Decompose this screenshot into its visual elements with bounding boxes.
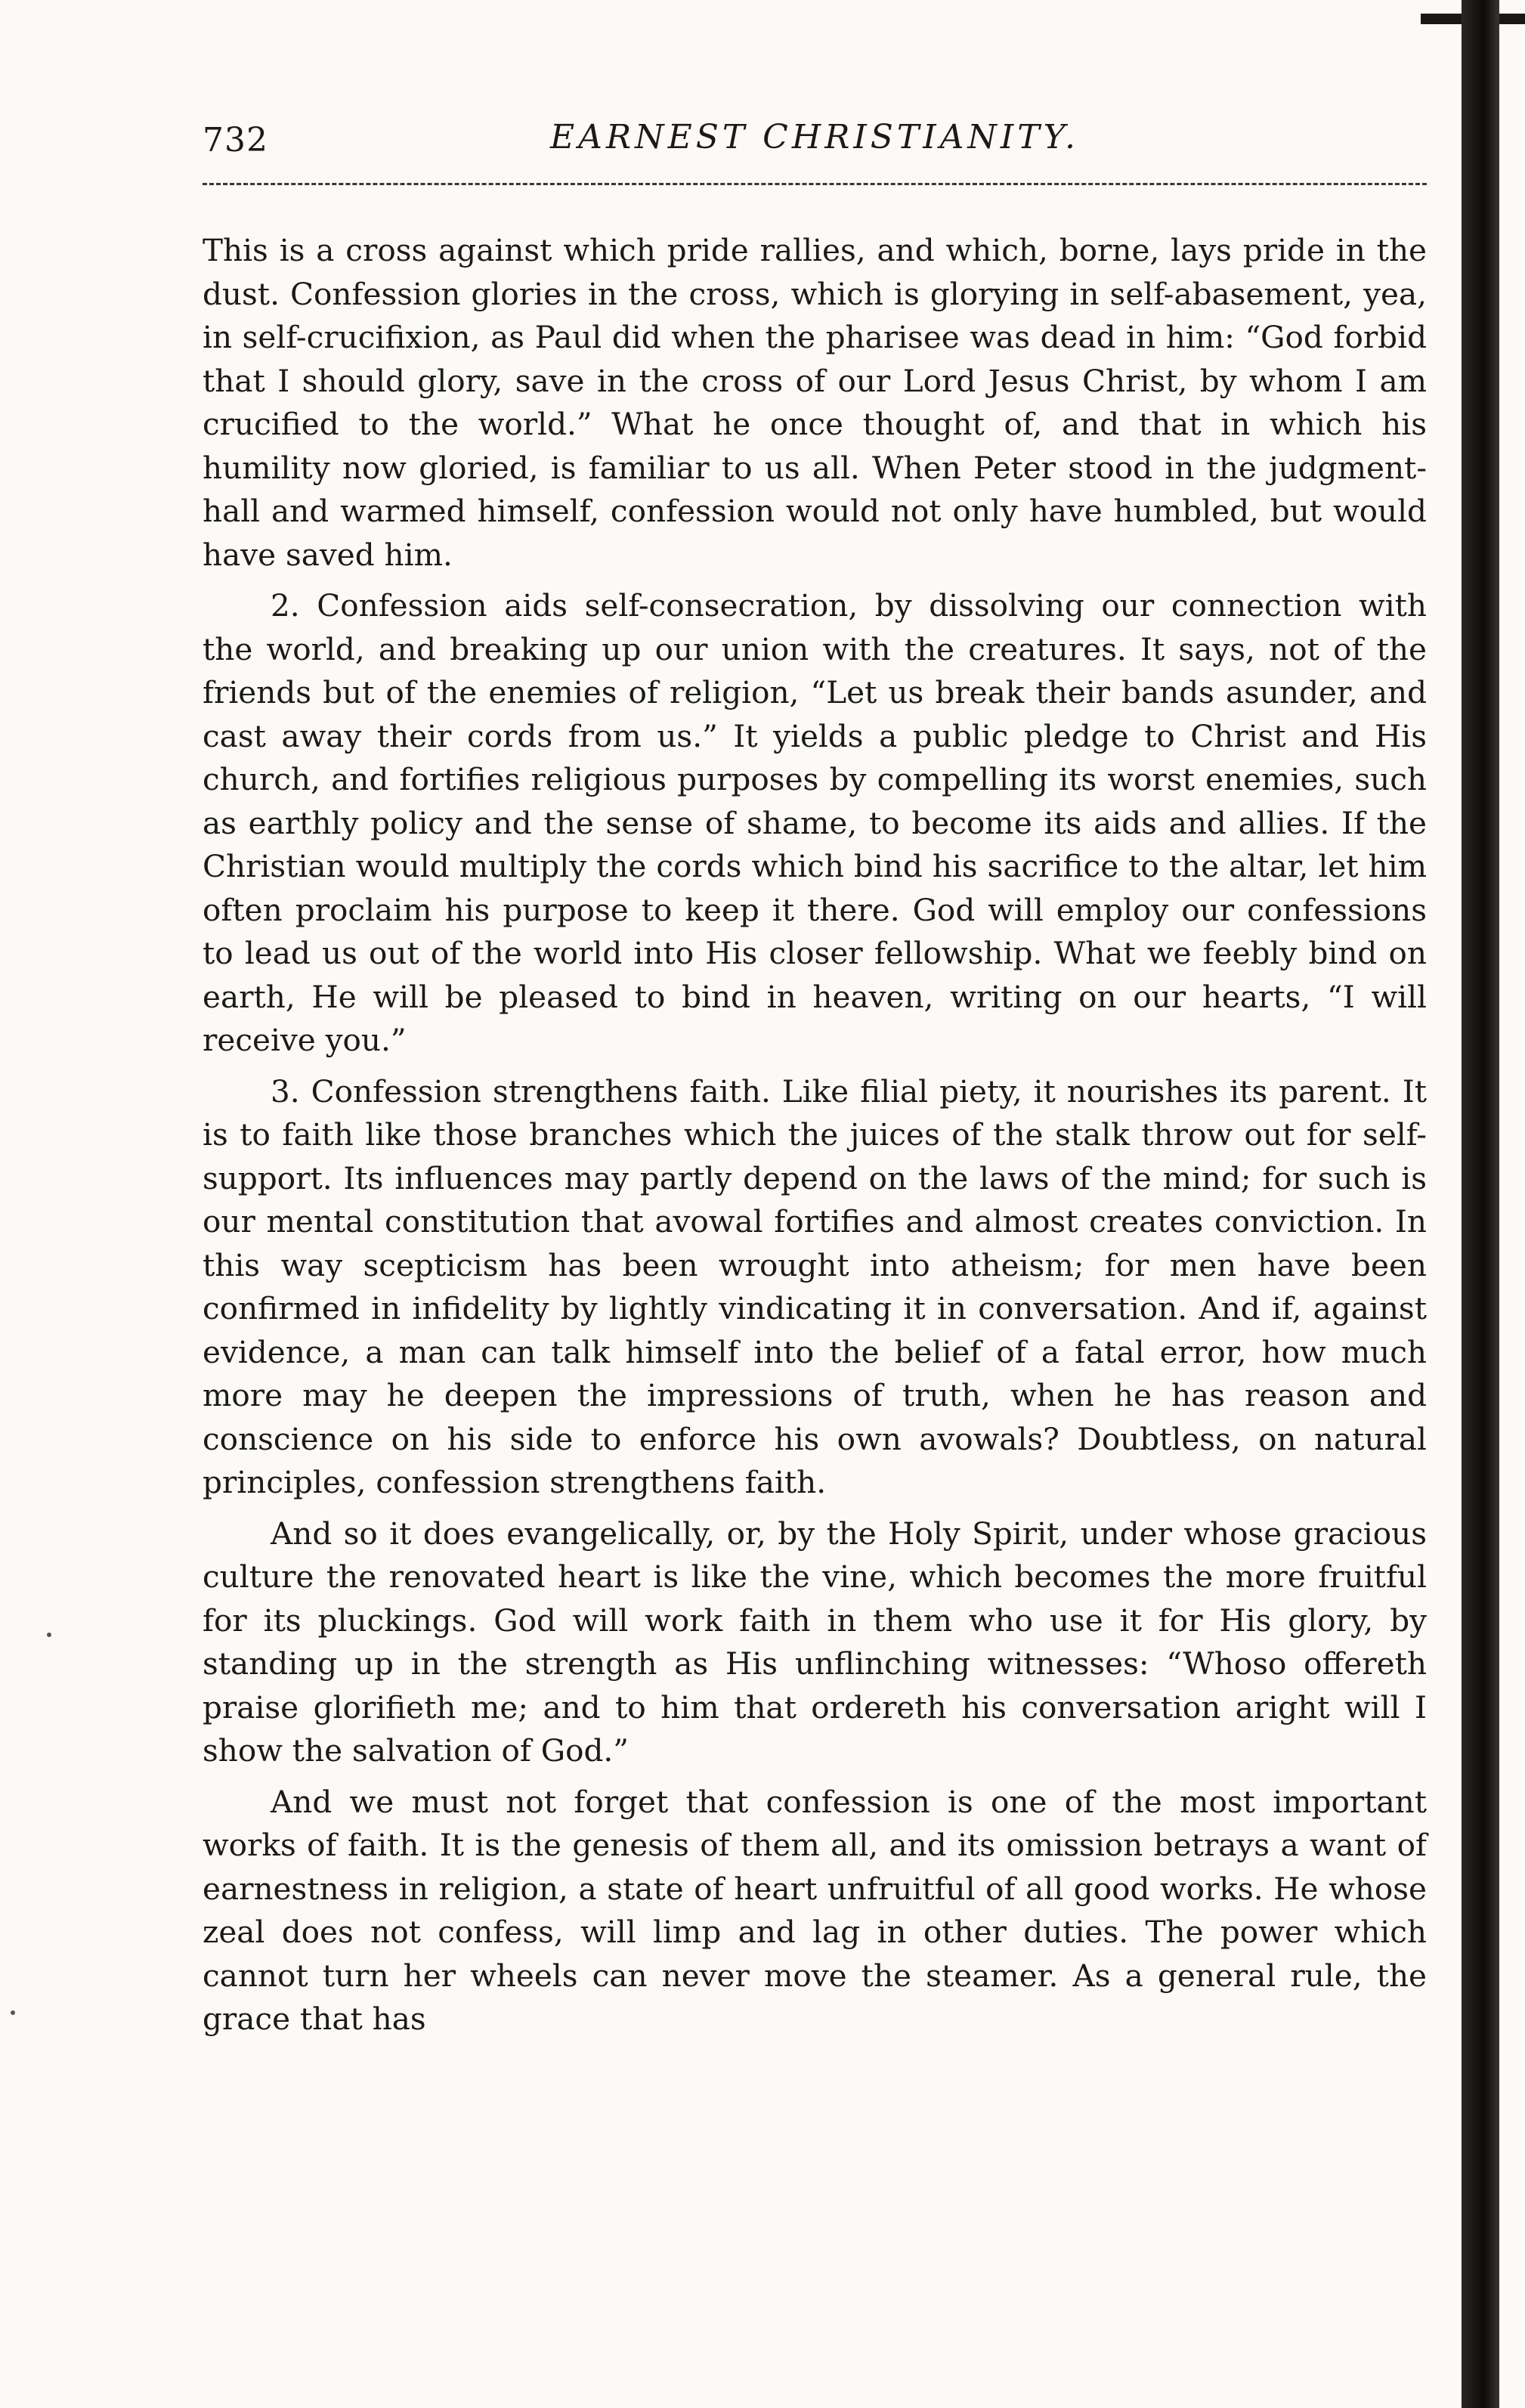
paragraph: And so it does evangelically, or, by the Holy Spirit, under whose gracious culture the renovated heart is like the vine, which becomes the more fruitful for its pluckings. God will work faith in them who use it for His glory, by standing up in the strength as His unflinching witnesses: “Whoso offereth praise glorifieth me; and to him that ordereth his conversation aright will I show the salvation of God.” — [203, 1515, 1427, 1769]
page-number: 732 — [203, 121, 268, 159]
paragraph: 3. Confession strengthens faith. Like filial piety, it nourishes its parent. It is to faith like those branches which the juices of the stalk throw out for self-support. Its influences may partly depend on the laws of the mind; for such is our mental constitution that avowal fortifies and almost creates conviction. In this way scepticism has been wrought into atheism; for men have been confirmed in infidelity by lightly vindicating it in conversation. And if, against evidence, a man can talk himself into the belief of a fatal error, how much more may he deepen the impressions of truth, when he has reason and conscience on his side to enforce his own avowals? Doubtless, on natural principles, confession strengthens faith. — [203, 1072, 1427, 1500]
book-page — [203, 113, 1427, 2041]
running-title: EARNEST CHRISTIANITY. — [550, 118, 1079, 156]
speck — [47, 1633, 51, 1637]
binding-edge — [1462, 0, 1499, 2408]
body-text — [203, 229, 1427, 2041]
paragraph: 2. Confession aids self-consecration, by dissolving our connection with the world, and breaking up our union with the creatures. It says, not of the friends but of the enemies of religion, “Let us break their bands asunder, and cast away their cords from us.” It yields a public pledge to Christ and His church, and fortifies religious purposes by compelling its worst enemies, such as earthly policy and the sense of shame, to become its aids and allies. If the Christian would multiply the cords which bind his sacrifice to the altar, let him often proclaim his purpose to keep it there. God will employ our confessions to lead us out of the world into His closer fellowship. What we feebly bind on earth, He will be pleased to bind in heaven, writing on our hearts, “I will receive you.” — [203, 587, 1427, 1058]
page-header — [203, 113, 1427, 174]
header-rule — [203, 183, 1427, 185]
speck — [11, 2010, 15, 2015]
paragraph: And we must not forget that confession is one of the most important works of faith. It is the genesis of them all, and its omission betrays a want of earnestness in religion, a state of heart unfruitful of all good works. He whose zeal does not confess, will limp and lag in other duties. The power which cannot turn her wheels can never move the steamer. As a general rule, the grace that has — [203, 1783, 1427, 2037]
paragraph: This is a cross against which pride rallies, and which, borne, lays pride in the dust. Confession glories in the cross, which is glorying in self-abasement, yea, in self-crucifixion, as Paul did when the pharisee was dead in him: “God forbid that I should glory, save in the cross of our Lord Jesus Christ, by whom I am crucified to the world.” What he once thought of, and that in which his humility now gloried, is familiar to us all. When Peter stood in the judgment-hall and warmed himself, confession would not only have humbled, but would have saved him. — [203, 232, 1427, 573]
